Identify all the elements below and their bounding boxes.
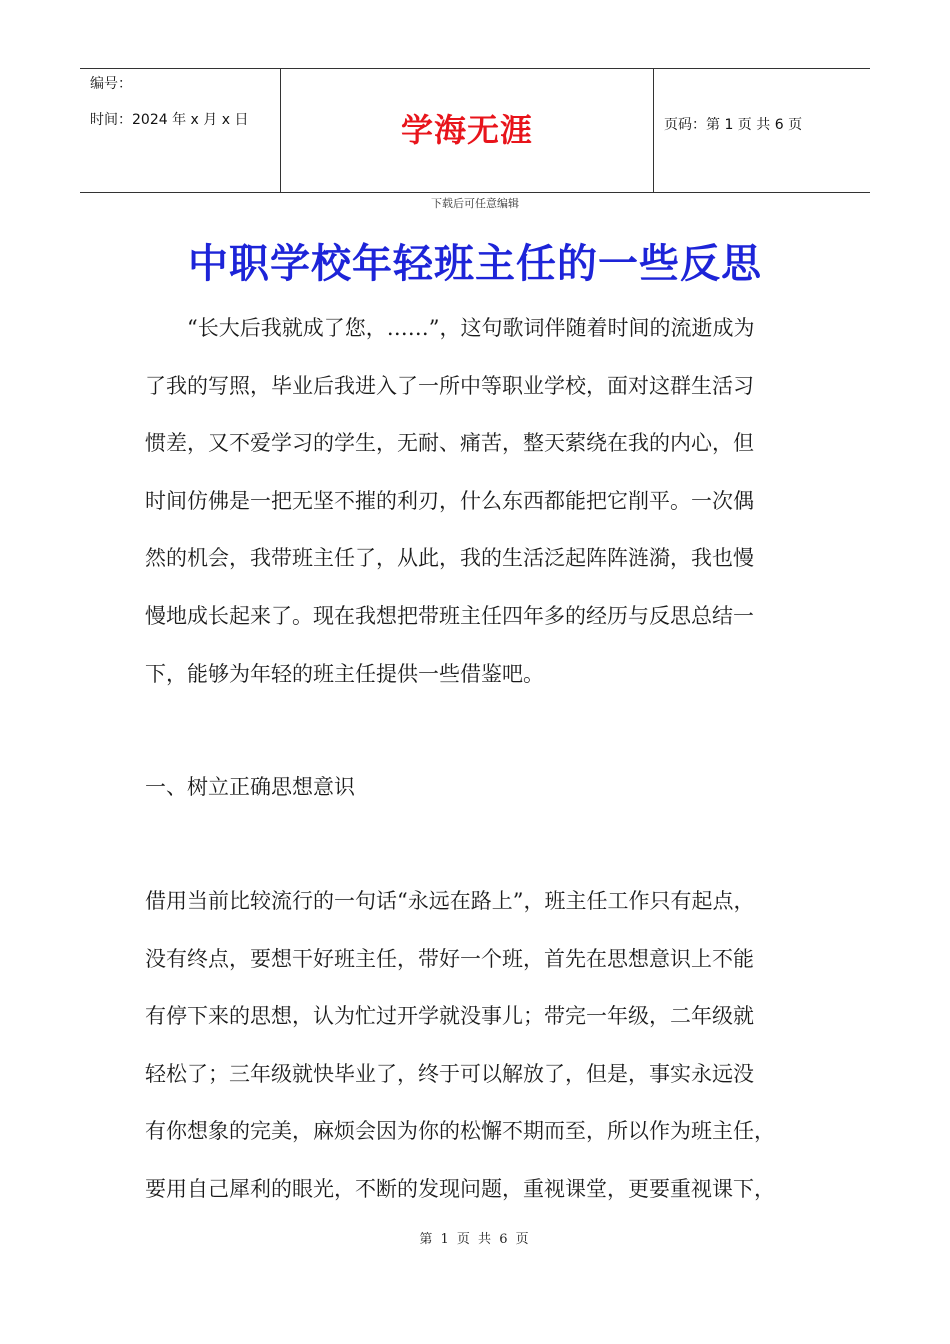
header-left-cell [80, 69, 281, 192]
paragraph-line: 轻松了；三年级就快毕业了，终于可以解放了，但是，事实永远没 [145, 1061, 754, 1086]
paragraph-line: 借用当前比较流行的一句话“永远在路上”，班主任工作只有起点， [145, 889, 755, 913]
paragraph-intro [145, 300, 810, 703]
paragraph-section-1 [145, 873, 810, 1219]
time-label: 时间：2024 年 x 月 x 日 [90, 112, 249, 128]
brand-title: 学海无涯 [400, 111, 533, 149]
paragraph-line: 下，能够为年轻的班主任提供一些借鉴吧。 [145, 661, 544, 686]
paragraph-line: 慢地成长起来了。现在我想把带班主任四年多的经历与反思总结一 [145, 603, 754, 628]
paragraph-line: 要用自己犀利的眼光，不断的发现问题，重视课堂，更要重视课下， [145, 1176, 775, 1201]
paragraph-line: 时间仿佛是一把无坚不摧的利刃，什么东西都能把它削平。一次偶 [145, 488, 754, 513]
page-info: 页码：第 1 页 共 6 页 [664, 117, 803, 133]
paragraph-line: 没有终点，要想干好班主任，带好一个班，首先在思想意识上不能 [145, 946, 754, 971]
header-right-cell [654, 69, 870, 192]
document-title: 中职学校年轻班主任的一些反思 [188, 241, 762, 287]
section-heading: 一、树立正确思想意识 [145, 775, 355, 799]
paragraph-line: 有你想象的完美，麻烦会因为你的松懈不期而至，所以作为班主任， [145, 1119, 775, 1144]
header-brand-cell [281, 69, 654, 192]
paragraph-line: 了我的写照，毕业后我进入了一所中等职业学校，面对这群生活习 [145, 373, 754, 398]
paragraph-line: “长大后我就成了您，……”，这句歌词伴随着时间的流逝成为 [187, 316, 755, 340]
paragraph-line: 然的机会，我带班主任了，从此，我的生活泛起阵阵涟漪，我也慢 [145, 546, 754, 571]
page-footer: 第 1 页 共 6 页 [419, 1232, 531, 1247]
paragraph-line: 有停下来的思想，认为忙过开学就没事儿；带完一年级，二年级就 [145, 1004, 754, 1029]
edit-note: 下载后可任意编辑 [431, 197, 519, 210]
header-table [80, 68, 870, 193]
paragraph-line: 惯差，又不爱学习的学生，无耐、痛苦，整天萦绕在我的内心，但 [145, 431, 754, 456]
serial-label: 编号： [90, 76, 132, 92]
